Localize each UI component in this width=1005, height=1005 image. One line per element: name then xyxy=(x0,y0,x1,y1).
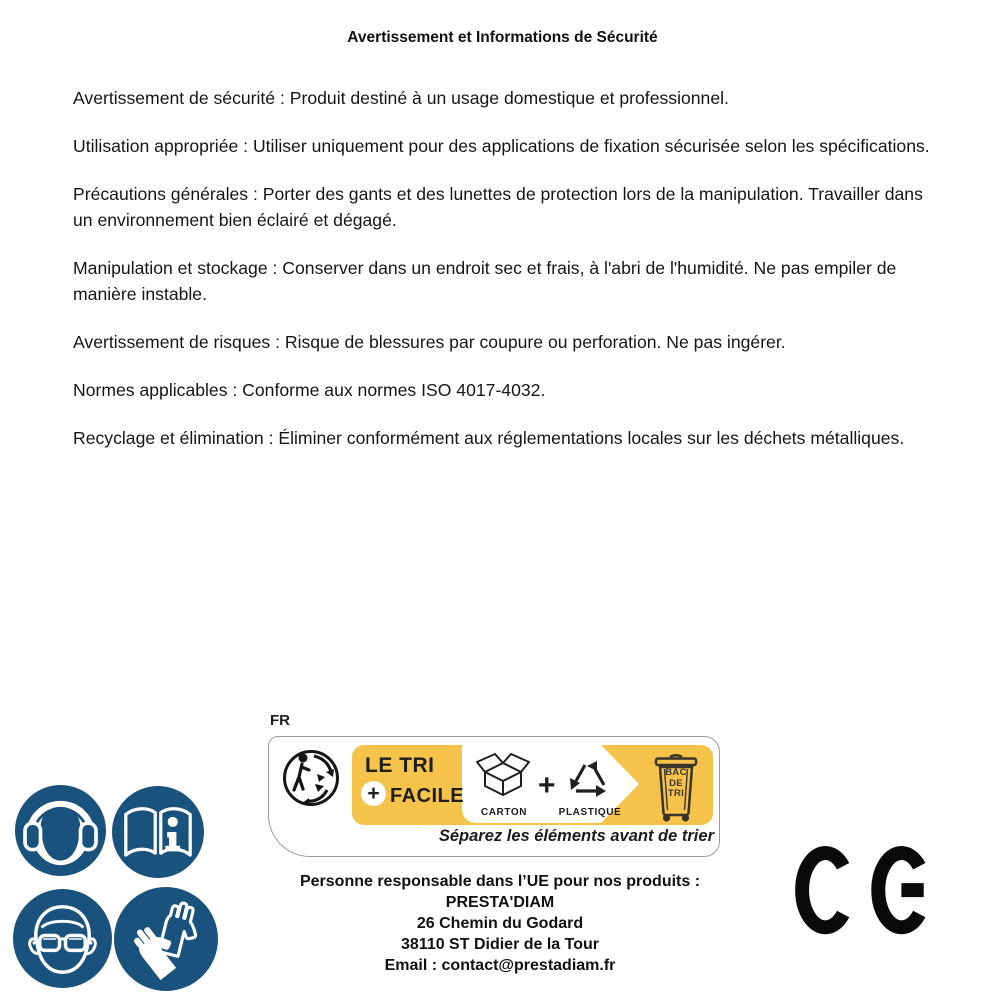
plus-sign: + xyxy=(538,769,556,802)
wear-gloves-icon xyxy=(114,887,218,991)
safety-paragraphs xyxy=(73,85,943,451)
paragraph-handling-storage: Manipulation et stockage : Conserver dans un endroit sec et frais, à l'abri de l'humidité. Ne pas empiler de manière instable. xyxy=(73,258,897,304)
sorting-band xyxy=(352,745,713,825)
bac-de-tri-label: BAC DE TRI xyxy=(665,767,687,799)
triman-logo-icon xyxy=(281,744,343,813)
facile-text: FACILE xyxy=(390,785,465,807)
ce-mark-icon xyxy=(793,840,943,949)
address-city: 38110 ST Didier de la Tour xyxy=(401,936,599,953)
read-manual-icon xyxy=(112,786,204,878)
cardboard-box-icon xyxy=(476,750,530,804)
plastique-label: PLASTIQUE xyxy=(558,807,622,818)
plus-badge: + xyxy=(361,781,386,806)
wear-eye-protection-icon xyxy=(13,889,112,988)
address-street: 26 Chemin du Godard xyxy=(416,915,584,932)
paragraph-appropriate-use: Utilisation appropriée : Utiliser uniquement pour des applications de fixation sécurisée selon les spécifications. xyxy=(73,136,930,156)
responsible-line: Personne responsable dans l’UE pour nos produits : xyxy=(299,873,701,890)
paragraph-general-precautions: Précautions générales : Porter des gants et des lunettes de protection lors de la manipulation. Travailler dans un environnement bien éclairé et dégagé. xyxy=(73,184,923,230)
recycling-sorting-label xyxy=(268,736,720,857)
contact-email: Email : contact@prestadiam.fr xyxy=(384,957,616,974)
paragraph-standards: Normes applicables : Conforme aux normes ISO 4017-4032. xyxy=(73,380,546,400)
paragraph-recycling: Recyclage et élimination : Éliminer conformément aux réglementations locales sur les déchets métalliques. xyxy=(73,428,905,448)
recycling-triangle-icon xyxy=(564,753,616,803)
sorting-tagline: Séparez les éléments avant de trier xyxy=(438,827,714,845)
paragraph-safety-warning: Avertissement de sécurité : Produit destiné à un usage domestique et professionnel. xyxy=(73,88,729,108)
page-title: Avertissement et Informations de Sécurité xyxy=(347,29,658,46)
responsible-person-block xyxy=(250,871,750,976)
paragraph-risk-warning: Avertissement de risques : Risque de blessures par coupure ou perforation. Ne pas ingérer. xyxy=(73,332,786,352)
le-tri-text: LE TRI xyxy=(365,754,435,777)
carton-label: CARTON xyxy=(480,807,528,818)
wear-ear-protection-icon xyxy=(15,785,106,876)
company-name: PRESTA'DIAM xyxy=(445,894,555,911)
country-code-label: FR xyxy=(270,712,290,729)
